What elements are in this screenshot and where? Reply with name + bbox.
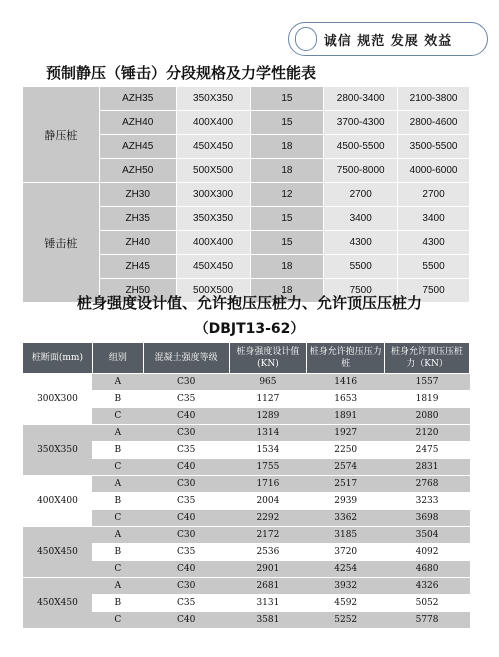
spec-cell: 5500 <box>398 255 470 279</box>
strength-cell: C30 <box>143 527 229 544</box>
strength-cell: C <box>92 408 143 425</box>
section-size: 350X350 <box>23 425 93 476</box>
strength-cell: C35 <box>143 391 229 408</box>
strength-cell: A <box>92 476 143 493</box>
pile-type-label: 锤击桩 <box>23 183 100 303</box>
spec-cell: 2800-4600 <box>398 111 470 135</box>
strength-cell: B <box>92 595 143 612</box>
strength-row <box>23 374 470 391</box>
spec-cell: AZH35 <box>99 87 176 111</box>
strength-cell: 3362 <box>307 510 385 527</box>
spec-cell: 15 <box>250 207 324 231</box>
header-group: 组别 <box>92 343 143 374</box>
spec-cell: AZH50 <box>99 159 176 183</box>
strength-cell: 3932 <box>307 578 385 595</box>
strength-cell: 2475 <box>385 442 470 459</box>
section-size: 400X400 <box>23 476 93 527</box>
spec-cell: 3700-4300 <box>324 111 398 135</box>
spec-cell: AZH45 <box>99 135 176 159</box>
strength-cell: 2831 <box>385 459 470 476</box>
strength-cell: 1127 <box>229 391 307 408</box>
strength-cell: 3698 <box>385 510 470 527</box>
spec-cell: 350X350 <box>176 87 250 111</box>
section-size: 450X450 <box>23 578 93 629</box>
spec-cell: 400X400 <box>176 231 250 255</box>
spec-cell: 7500 <box>324 279 398 303</box>
spec-cell: 500X500 <box>176 279 250 303</box>
strength-cell: 2681 <box>229 578 307 595</box>
strength-cell: 2574 <box>307 459 385 476</box>
spec-cell: 15 <box>250 231 324 255</box>
spec-cell: 18 <box>250 255 324 279</box>
strength-cell: 3131 <box>229 595 307 612</box>
spec-row <box>23 87 470 111</box>
strength-cell: 4592 <box>307 595 385 612</box>
strength-cell: 1653 <box>307 391 385 408</box>
spec-table <box>22 86 470 303</box>
strength-table <box>22 342 470 629</box>
spec-cell: 450X450 <box>176 255 250 279</box>
strength-table-subtitle: （DBJT13-62） <box>194 321 305 337</box>
strength-cell: C40 <box>143 408 229 425</box>
spec-cell: 7500-8000 <box>324 159 398 183</box>
spec-cell: 500X500 <box>176 159 250 183</box>
strength-cell: A <box>92 578 143 595</box>
strength-cell: C30 <box>143 425 229 442</box>
spec-cell: 12 <box>250 183 324 207</box>
spec-cell: ZH50 <box>99 279 176 303</box>
spec-cell: ZH35 <box>99 207 176 231</box>
spec-cell: 2700 <box>324 183 398 207</box>
spec-cell: 350X350 <box>176 207 250 231</box>
strength-cell: A <box>92 527 143 544</box>
strength-cell: C30 <box>143 476 229 493</box>
strength-cell: 3185 <box>307 527 385 544</box>
strength-cell: 3720 <box>307 544 385 561</box>
strength-cell: 2004 <box>229 493 307 510</box>
spec-cell: 15 <box>250 87 324 111</box>
spec-cell: 2800-3400 <box>324 87 398 111</box>
strength-cell: 2292 <box>229 510 307 527</box>
strength-cell: C <box>92 612 143 629</box>
strength-cell: 2080 <box>385 408 470 425</box>
spec-cell: 18 <box>250 135 324 159</box>
strength-cell: C30 <box>143 578 229 595</box>
pile-type-label: 静压桩 <box>23 87 100 183</box>
slogan-text: 诚信 规范 发展 效益 <box>323 33 453 49</box>
spec-cell: 18 <box>250 279 324 303</box>
strength-cell: 1289 <box>229 408 307 425</box>
spec-cell: 3400 <box>398 207 470 231</box>
strength-cell: C30 <box>143 374 229 391</box>
strength-cell: 965 <box>229 374 307 391</box>
strength-cell: 1416 <box>307 374 385 391</box>
strength-cell: 1534 <box>229 442 307 459</box>
strength-cell: B <box>92 442 143 459</box>
strength-row <box>23 527 470 544</box>
strength-cell: 3233 <box>385 493 470 510</box>
strength-header-row <box>23 343 470 374</box>
header-section: 桩断面(mm) <box>23 343 93 374</box>
spec-row <box>23 183 470 207</box>
strength-cell: 4092 <box>385 544 470 561</box>
strength-cell: 1927 <box>307 425 385 442</box>
strength-cell: A <box>92 374 143 391</box>
strength-cell: 5778 <box>385 612 470 629</box>
strength-cell: 1891 <box>307 408 385 425</box>
strength-cell: 2939 <box>307 493 385 510</box>
spec-cell: ZH40 <box>99 231 176 255</box>
spec-cell: 4300 <box>324 231 398 255</box>
spec-cell: ZH30 <box>99 183 176 207</box>
spec-cell: 5500 <box>324 255 398 279</box>
strength-cell: 2172 <box>229 527 307 544</box>
strength-cell: C40 <box>143 510 229 527</box>
strength-cell: C40 <box>143 612 229 629</box>
strength-row <box>23 476 470 493</box>
header-design-strength: 桩身强度设计值(KN) <box>229 343 307 374</box>
strength-cell: 1314 <box>229 425 307 442</box>
spec-cell: ZH45 <box>99 255 176 279</box>
spec-cell: AZH40 <box>99 111 176 135</box>
strength-cell: 4326 <box>385 578 470 595</box>
spec-cell: 3400 <box>324 207 398 231</box>
strength-cell: B <box>92 493 143 510</box>
spec-cell: 2100-3800 <box>398 87 470 111</box>
strength-cell: C35 <box>143 595 229 612</box>
header-top-press-force: 桩身允许顶压压桩力（KN） <box>385 343 470 374</box>
spec-cell: 450X450 <box>176 135 250 159</box>
strength-cell: 4680 <box>385 561 470 578</box>
strength-cell: 2768 <box>385 476 470 493</box>
strength-row <box>23 578 470 595</box>
strength-cell: B <box>92 544 143 561</box>
strength-table-title: 桩身强度设计值、允许抱压压桩力、允许顶压压桩力 <box>76 294 422 312</box>
strength-cell: C <box>92 459 143 476</box>
strength-cell: 1716 <box>229 476 307 493</box>
strength-cell: B <box>92 391 143 408</box>
spec-cell: 400X400 <box>176 111 250 135</box>
strength-cell: 5252 <box>307 612 385 629</box>
strength-cell: A <box>92 425 143 442</box>
spec-cell: 7500 <box>398 279 470 303</box>
strength-cell: C35 <box>143 493 229 510</box>
strength-cell: 2517 <box>307 476 385 493</box>
spec-cell: 300X300 <box>176 183 250 207</box>
spec-cell: 18 <box>250 159 324 183</box>
spec-cell: 4300 <box>398 231 470 255</box>
section-size: 450X450 <box>23 527 93 578</box>
spec-cell: 4000-6000 <box>398 159 470 183</box>
slogan-badge <box>288 22 488 56</box>
strength-cell: C40 <box>143 561 229 578</box>
strength-cell: 4254 <box>307 561 385 578</box>
strength-cell: 2250 <box>307 442 385 459</box>
strength-cell: C <box>92 561 143 578</box>
strength-cell: 1819 <box>385 391 470 408</box>
strength-cell: 2120 <box>385 425 470 442</box>
spec-table-title: 预制静压（锤击）分段规格及力学性能表 <box>46 64 317 82</box>
strength-cell: 3504 <box>385 527 470 544</box>
strength-cell: 3581 <box>229 612 307 629</box>
header-hold-press-force: 桩身允许抱压压力桩 <box>307 343 385 374</box>
strength-cell: C <box>92 510 143 527</box>
strength-cell: 2536 <box>229 544 307 561</box>
header-concrete-grade: 混凝土强度等级 <box>143 343 229 374</box>
spec-cell: 3500-5500 <box>398 135 470 159</box>
strength-cell: 2901 <box>229 561 307 578</box>
strength-cell: C35 <box>143 544 229 561</box>
strength-cell: C40 <box>143 459 229 476</box>
spec-cell: 15 <box>250 111 324 135</box>
strength-cell: C35 <box>143 442 229 459</box>
spec-cell: 2700 <box>398 183 470 207</box>
strength-cell: 5052 <box>385 595 470 612</box>
strength-row <box>23 425 470 442</box>
spec-cell: 4500-5500 <box>324 135 398 159</box>
strength-cell: 1557 <box>385 374 470 391</box>
strength-cell: 1755 <box>229 459 307 476</box>
section-size: 300X300 <box>23 374 93 425</box>
